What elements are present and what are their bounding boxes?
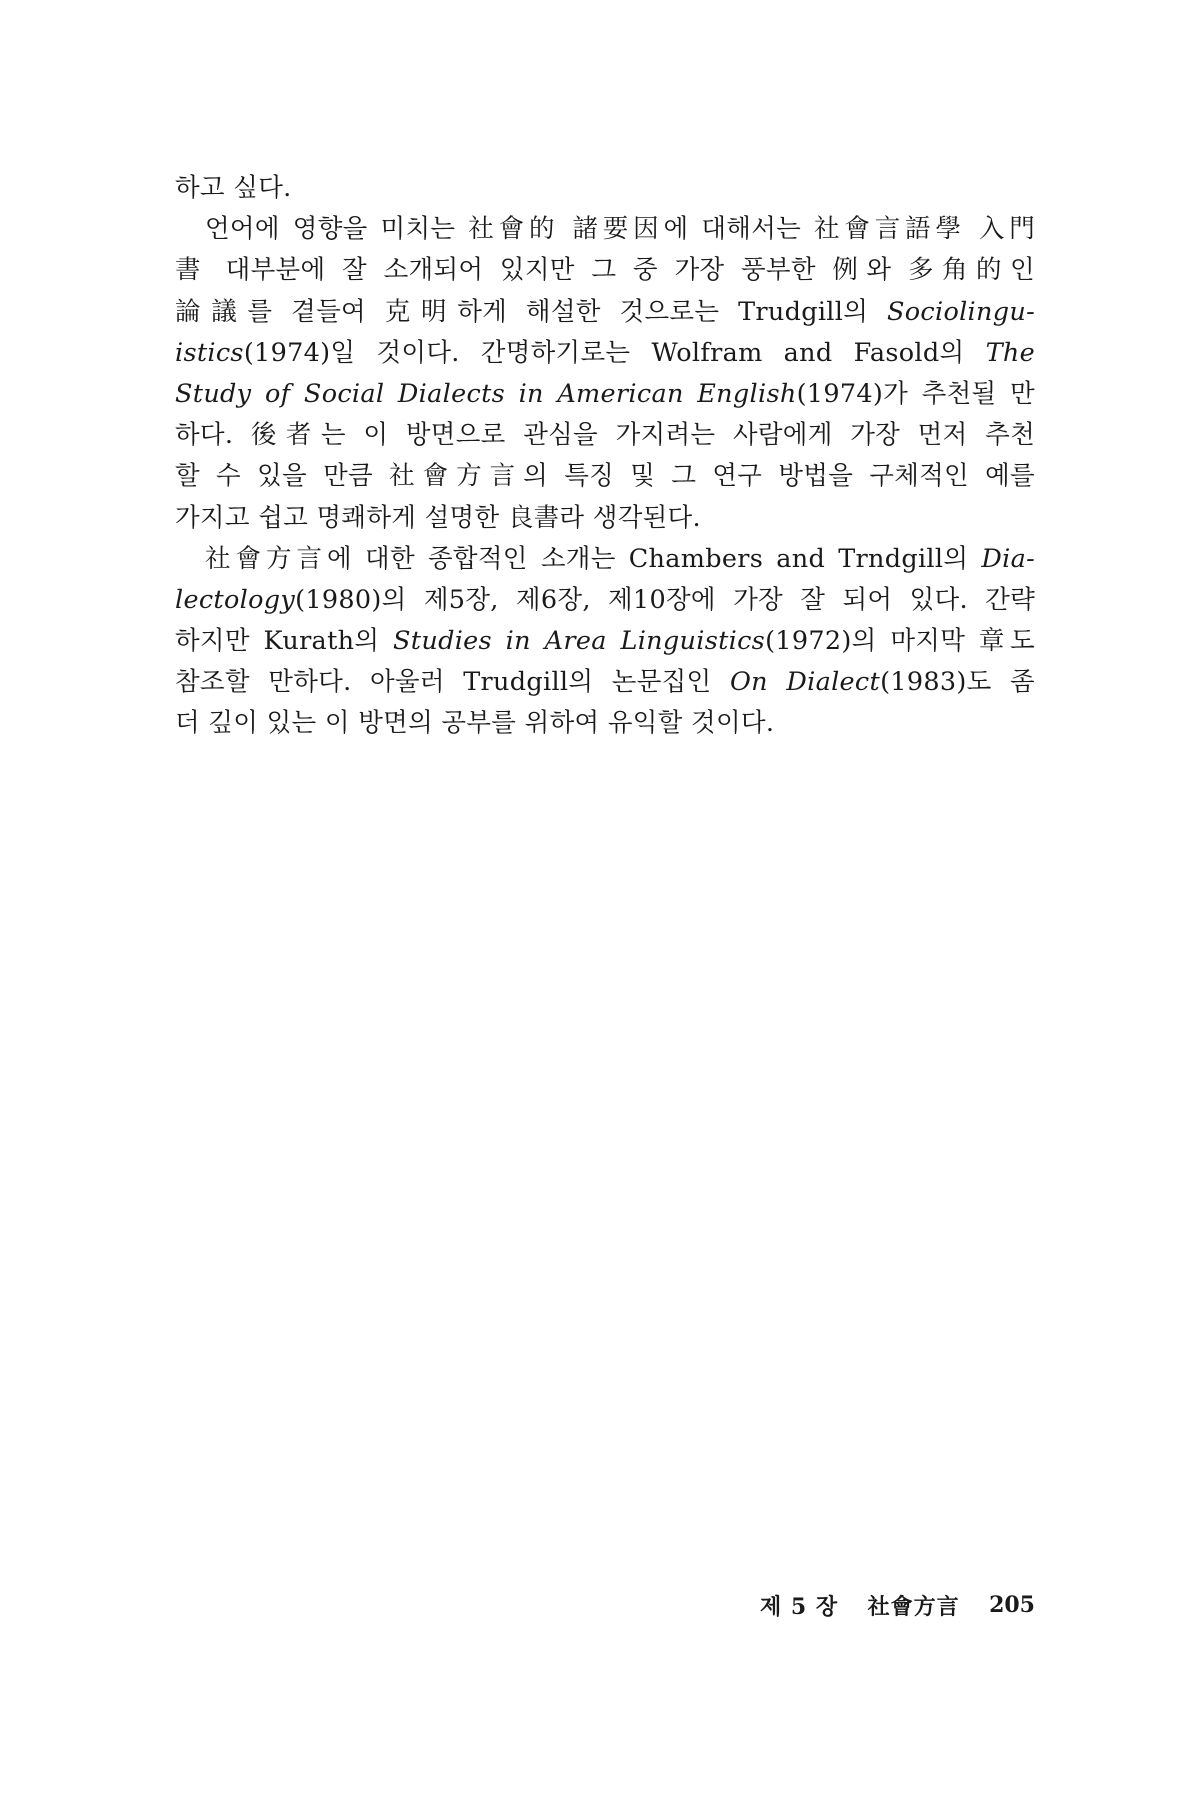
text-line xyxy=(175,333,1035,374)
text-line xyxy=(175,209,1035,250)
text-segment: 하고 싶다. xyxy=(175,173,292,203)
text-segment: 언어에 영향을 미치는 社會的 諸要因에 대해서는 社會言語學 入門 xyxy=(205,214,1035,245)
text-segment: 하다. 後者는 이 방면으로 관심을 가지려는 사람에게 가장 먼저 추천 xyxy=(175,420,1035,451)
text-segment: 가지고 쉽고 명쾌하게 설명한 良書라 생각된다. xyxy=(175,502,701,533)
text-segment: 書 대부분에 잘 소개되어 있지만 그 중 가장 풍부한 例와 多角的인 xyxy=(175,255,1035,286)
text-segment: 참조할 만하다. 아울러 Trudgill의 논문집인 xyxy=(175,667,730,698)
text-line xyxy=(175,498,1035,539)
text-segment: 社會方言에 대한 종합적인 소개는 Chambers and Trndgill의 xyxy=(205,543,982,574)
text-line xyxy=(175,374,1035,415)
footer-chapter: 제 5 장 xyxy=(760,1593,839,1620)
text-line xyxy=(175,580,1035,621)
italic-title-segment: Study of Social Dialects in American English xyxy=(175,378,797,409)
text-line xyxy=(175,621,1035,662)
italic-title-segment: On Dialect xyxy=(729,667,881,698)
text-line xyxy=(175,168,1035,209)
text-line xyxy=(175,456,1035,497)
text-segment: (1980)의 제5장, 제6장, 제10장에 가장 잘 되어 있다. 간략 xyxy=(295,584,1035,615)
text-segment: (1974)가 추천될 만 xyxy=(796,378,1035,409)
italic-title-segment: Studies in Area Linguistics xyxy=(393,626,766,657)
text-segment: (1974)일 것이다. 간명하기로는 Wolfram and Fasold의 xyxy=(243,337,986,368)
text-line xyxy=(175,539,1035,580)
text-segment: 할 수 있을 만큼 社會方言의 특징 및 그 연구 방법을 구체적인 예를 xyxy=(175,461,1035,492)
text-line xyxy=(175,415,1035,456)
body-text xyxy=(175,168,1035,745)
text-line xyxy=(175,703,1035,744)
text-segment: (1972)의 마지막 章도 xyxy=(765,626,1035,657)
italic-title-segment: The xyxy=(985,337,1035,368)
italic-title-segment: lectology xyxy=(175,584,296,615)
text-line xyxy=(175,292,1035,333)
footer-title: 社會方言 xyxy=(867,1593,960,1620)
text-segment: 하지만 Kurath의 xyxy=(175,626,394,657)
italic-title-segment: istics xyxy=(175,337,244,368)
text-segment: 더 깊이 있는 이 방면의 공부를 위하여 유익할 것이다. xyxy=(175,708,775,739)
text-line xyxy=(175,662,1035,703)
text-segment: (1983)도 좀 xyxy=(880,667,1035,698)
page-number: 205 xyxy=(989,1592,1035,1618)
italic-title-segment: Dia- xyxy=(981,543,1035,574)
italic-title-segment: Sociolingu- xyxy=(886,296,1035,327)
running-footer xyxy=(760,1589,1035,1621)
text-segment: 論議를 곁들여 克明하게 해설한 것으로는 Trudgill의 xyxy=(175,296,887,327)
text-line xyxy=(175,250,1035,291)
